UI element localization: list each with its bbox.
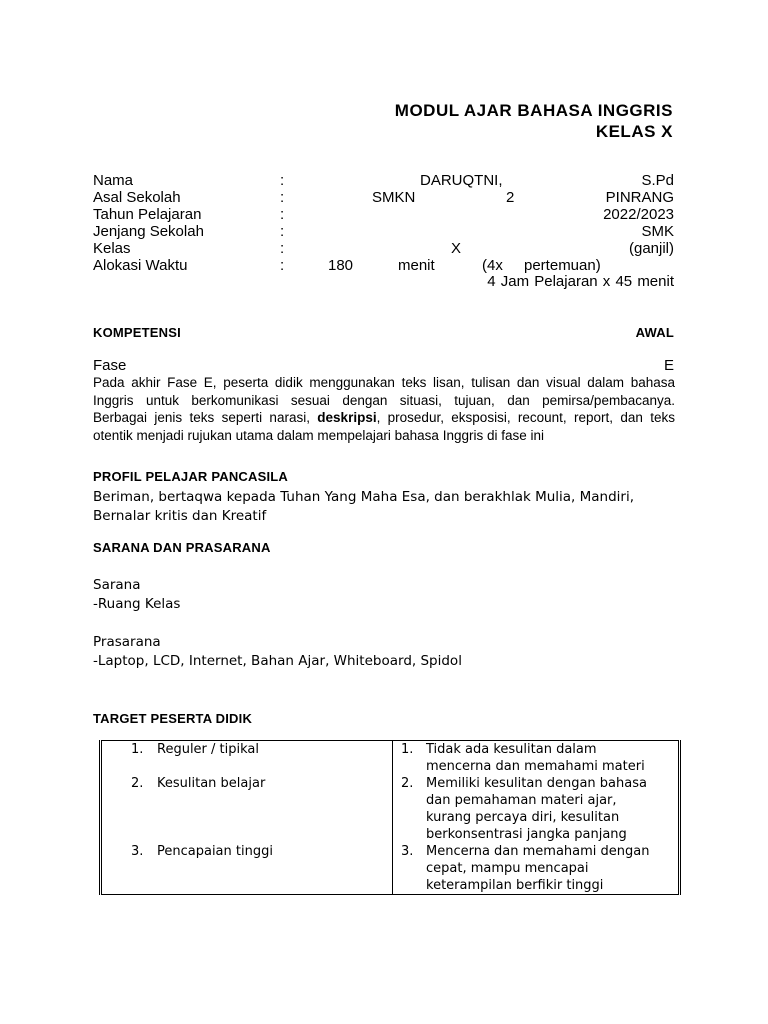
nama-label: Nama xyxy=(93,172,134,189)
nama-colon: : xyxy=(280,172,285,189)
profil-heading: PROFIL PELAJAR PANCASILA xyxy=(93,469,289,484)
list-item-text: Tidak ada kesulitan dalam xyxy=(426,742,597,757)
alokasi-waktu-colon: : xyxy=(280,257,285,274)
prasarana-item: -Laptop, LCD, Internet, Bahan Ajar, Whiteboard, Spidol xyxy=(93,653,462,669)
kompetensi-heading-right: AWAL xyxy=(635,325,674,340)
sarana-heading: SARANA DAN PRASARANA xyxy=(93,540,271,555)
list-item xyxy=(102,775,392,792)
kelas-value-1: X xyxy=(451,240,462,257)
document-title-line1: MODUL AJAR BAHASA INGGRIS xyxy=(394,101,673,120)
alokasi-waktu-value-3: (4x xyxy=(482,257,503,274)
target-left-cell xyxy=(101,741,393,895)
list-number: 2. xyxy=(131,776,144,791)
sarana-label: Sarana xyxy=(93,577,141,593)
target-heading: TARGET PESERTA DIDIK xyxy=(93,711,253,726)
list-item-text: Pencapaian tinggi xyxy=(157,844,273,859)
kompetensi-heading-left: KOMPETENSI xyxy=(93,325,181,340)
list-item xyxy=(393,843,678,894)
asal-sekolah-label: Asal Sekolah xyxy=(93,189,181,206)
list-item xyxy=(393,775,678,843)
table-row xyxy=(101,741,680,895)
alokasi-waktu-value-4: pertemuan) xyxy=(524,257,601,274)
tahun-pelajaran-colon: : xyxy=(280,206,285,223)
list-number: 2. xyxy=(401,776,414,791)
list-item xyxy=(393,741,678,775)
list-item-text: keterampilan berfikir tinggi xyxy=(426,878,604,893)
kelas-label: Kelas xyxy=(93,240,131,257)
alokasi-waktu-value-2: menit xyxy=(398,257,435,274)
asal-sekolah-value-3: PINRANG xyxy=(605,189,674,206)
kompetensi-para-line3-bold: deskripsi xyxy=(317,410,377,425)
tahun-pelajaran-value: 2022/2023 xyxy=(603,206,674,223)
profil-line2: Bernalar kritis dan Kreatif xyxy=(93,508,267,524)
prasarana-label: Prasarana xyxy=(93,634,161,650)
tahun-pelajaran-label: Tahun Pelajaran xyxy=(93,206,202,223)
list-item-text: Reguler / tipikal xyxy=(157,742,259,757)
list-number: 1. xyxy=(401,742,414,757)
list-number: 3. xyxy=(401,844,414,859)
fase-value: E xyxy=(663,357,674,374)
list-item xyxy=(102,741,392,758)
list-item-text: dan pemahaman materi ajar, xyxy=(426,793,617,808)
sarana-item: -Ruang Kelas xyxy=(93,596,181,612)
list-item-text: cepat, mampu mencapai xyxy=(426,861,589,876)
asal-sekolah-value-1: SMKN xyxy=(372,189,416,206)
list-item-text: Mencerna dan memahami dengan xyxy=(426,844,650,859)
asal-sekolah-value-2: 2 xyxy=(506,189,515,206)
jenjang-sekolah-colon: : xyxy=(280,223,285,240)
kompetensi-para-line2: Inggris untuk berkomunikasi sesuai dengan situasi, tujuan, dan pemirsa/pembacanya. xyxy=(93,392,675,408)
target-table xyxy=(99,740,681,895)
profil-line1: Beriman, bertaqwa kepada Tuhan Yang Maha Esa, dan berakhlak Mulia, Mandiri, xyxy=(93,489,635,505)
list-item-text: kurang percaya diri, kesulitan xyxy=(426,810,620,825)
list-item-text: Memiliki kesulitan dengan bahasa xyxy=(426,776,647,791)
kelas-colon: : xyxy=(280,240,285,257)
kompetensi-para-line1: Pada akhir Fase E, peserta didik menggunakan teks lisan, tulisan dan visual dalam bahasa xyxy=(93,375,675,390)
list-item xyxy=(102,843,392,860)
target-right-cell xyxy=(393,741,680,895)
nama-value-1: DARUQTNI, xyxy=(420,172,503,189)
asal-sekolah-colon: : xyxy=(280,189,285,206)
document-title-line2: KELAS X xyxy=(595,122,673,141)
alokasi-waktu-line2: 4 Jam Pelajaran x 45 menit xyxy=(487,273,674,290)
kompetensi-para-line3a: Berbagai jenis teks seperti narasi, xyxy=(93,410,318,425)
alokasi-waktu-value-1: 180 xyxy=(328,257,354,274)
list-number: 3. xyxy=(131,844,144,859)
list-number: 1. xyxy=(131,742,144,757)
kompetensi-para-line3c: , prosedur, eksposisi, recount, report, dan teks xyxy=(376,410,675,425)
kompetensi-para-line3 xyxy=(93,409,675,427)
alokasi-waktu-label: Alokasi Waktu xyxy=(93,257,188,274)
list-item-text: berkonsentrasi jangka panjang xyxy=(426,827,627,842)
kompetensi-para-line4: otentik menjadi rujukan utama dalam mempelajari bahasa Inggris di fase ini xyxy=(93,427,544,443)
kompetensi-paragraph xyxy=(93,374,675,444)
kelas-value-2: (ganjil) xyxy=(628,240,674,257)
jenjang-sekolah-label: Jenjang Sekolah xyxy=(93,223,204,240)
list-item-text: mencerna dan memahami materi xyxy=(426,759,645,774)
list-item-text: Kesulitan belajar xyxy=(157,776,266,791)
fase-label: Fase xyxy=(93,357,127,374)
jenjang-sekolah-value: SMK xyxy=(641,223,674,240)
nama-value-2: S.Pd xyxy=(641,172,674,189)
